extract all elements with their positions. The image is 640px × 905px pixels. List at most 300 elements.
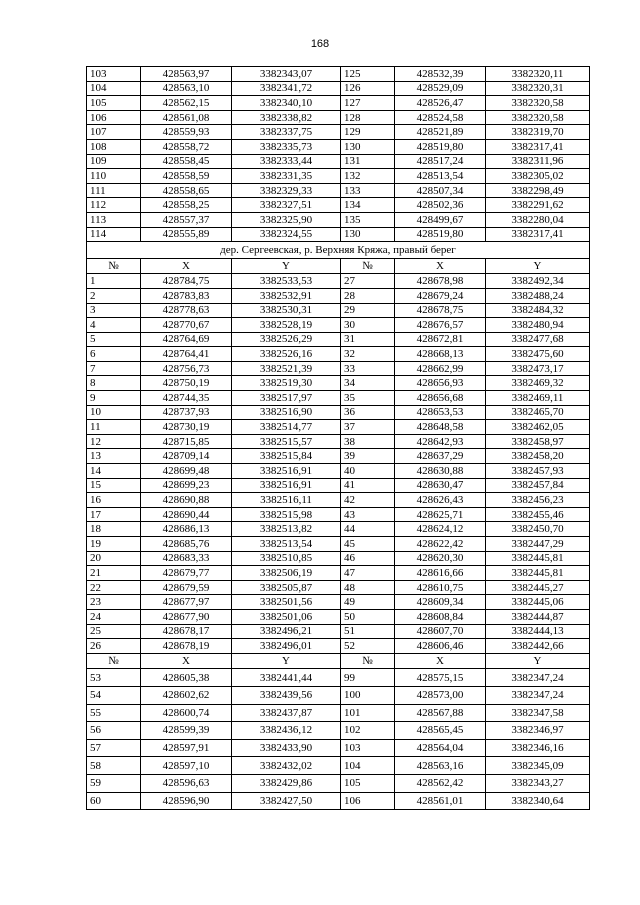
x-coordinate-cell: 428596,63 xyxy=(141,774,232,792)
section-title-row xyxy=(87,242,590,259)
table-row xyxy=(87,81,590,96)
table-row xyxy=(87,96,590,111)
y-coordinate-cell: 3382445,06 xyxy=(486,595,590,610)
y-coordinate-cell: 3382526,16 xyxy=(232,347,341,362)
x-coordinate-cell: 428642,93 xyxy=(395,434,486,449)
point-number-cell: 104 xyxy=(87,81,141,96)
x-coordinate-cell: 428608,84 xyxy=(395,609,486,624)
table-row xyxy=(87,67,590,82)
x-coordinate-cell: 428750,19 xyxy=(141,376,232,391)
y-coordinate-cell: 3382496,21 xyxy=(232,624,341,639)
point-number-cell: 37 xyxy=(341,420,395,435)
point-number-cell: 35 xyxy=(341,391,395,406)
y-coordinate-cell: 3382346,97 xyxy=(486,722,590,740)
column-header: Y xyxy=(232,258,341,274)
point-number-cell: 14 xyxy=(87,464,141,479)
x-coordinate-cell: 428656,93 xyxy=(395,376,486,391)
y-coordinate-cell: 3382515,57 xyxy=(232,434,341,449)
point-number-cell: 127 xyxy=(341,96,395,111)
point-number-cell: 131 xyxy=(341,154,395,169)
x-coordinate-cell: 428558,45 xyxy=(141,154,232,169)
column-header: Y xyxy=(486,258,590,274)
point-number-cell: 100 xyxy=(341,686,395,704)
point-number-cell: 105 xyxy=(341,774,395,792)
table-row xyxy=(87,449,590,464)
point-number-cell: 51 xyxy=(341,624,395,639)
point-number-cell: 56 xyxy=(87,722,141,740)
x-coordinate-cell: 428620,30 xyxy=(395,551,486,566)
page-number: 168 xyxy=(310,38,330,50)
y-coordinate-cell: 3382445,27 xyxy=(486,580,590,595)
y-coordinate-cell: 3382496,01 xyxy=(232,639,341,654)
x-coordinate-cell: 428606,46 xyxy=(395,639,486,654)
point-number-cell: 103 xyxy=(87,67,141,82)
table-row xyxy=(87,125,590,140)
point-number-cell: 110 xyxy=(87,169,141,184)
y-coordinate-cell: 3382340,10 xyxy=(232,96,341,111)
y-coordinate-cell: 3382444,87 xyxy=(486,609,590,624)
y-coordinate-cell: 3382305,02 xyxy=(486,169,590,184)
y-coordinate-cell: 3382343,27 xyxy=(486,774,590,792)
point-number-cell: 103 xyxy=(341,739,395,757)
x-coordinate-cell: 428567,88 xyxy=(395,704,486,722)
x-coordinate-cell: 428690,44 xyxy=(141,507,232,522)
column-header: X xyxy=(395,258,486,274)
column-header: X xyxy=(395,653,486,669)
table-row xyxy=(87,332,590,347)
x-coordinate-cell: 428778,63 xyxy=(141,303,232,318)
y-coordinate-cell: 3382458,97 xyxy=(486,434,590,449)
x-coordinate-cell: 428507,34 xyxy=(395,183,486,198)
x-coordinate-cell: 428599,39 xyxy=(141,722,232,740)
x-coordinate-cell: 428519,80 xyxy=(395,227,486,242)
column-header: X xyxy=(141,653,232,669)
section-title: дер. Сергеевская, р. Верхняя Кряжа, правый берег xyxy=(87,242,590,259)
y-coordinate-cell: 3382465,70 xyxy=(486,405,590,420)
point-number-cell: 22 xyxy=(87,580,141,595)
point-number-cell: 52 xyxy=(341,639,395,654)
y-coordinate-cell: 3382462,05 xyxy=(486,420,590,435)
y-coordinate-cell: 3382337,75 xyxy=(232,125,341,140)
x-coordinate-cell: 428597,91 xyxy=(141,739,232,757)
table-header-row xyxy=(87,258,590,274)
y-coordinate-cell: 3382437,87 xyxy=(232,704,341,722)
x-coordinate-cell: 428677,90 xyxy=(141,609,232,624)
point-number-cell: 28 xyxy=(341,288,395,303)
point-number-cell: 99 xyxy=(341,669,395,687)
table-row xyxy=(87,434,590,449)
x-coordinate-cell: 428648,58 xyxy=(395,420,486,435)
point-number-cell: 17 xyxy=(87,507,141,522)
x-coordinate-cell: 428575,15 xyxy=(395,669,486,687)
y-coordinate-cell: 3382501,06 xyxy=(232,609,341,624)
table-row xyxy=(87,169,590,184)
x-coordinate-cell: 428513,54 xyxy=(395,169,486,184)
coordinates-table xyxy=(86,66,590,810)
column-header: № xyxy=(87,653,141,669)
point-number-cell: 4 xyxy=(87,318,141,333)
x-coordinate-cell: 428596,90 xyxy=(141,792,232,810)
y-coordinate-cell: 3382519,30 xyxy=(232,376,341,391)
point-number-cell: 34 xyxy=(341,376,395,391)
y-coordinate-cell: 3382324,55 xyxy=(232,227,341,242)
table-row xyxy=(87,537,590,552)
point-number-cell: 126 xyxy=(341,81,395,96)
point-number-cell: 29 xyxy=(341,303,395,318)
x-coordinate-cell: 428679,59 xyxy=(141,580,232,595)
x-coordinate-cell: 428607,70 xyxy=(395,624,486,639)
y-coordinate-cell: 3382458,20 xyxy=(486,449,590,464)
x-coordinate-cell: 428683,33 xyxy=(141,551,232,566)
point-number-cell: 130 xyxy=(341,227,395,242)
y-coordinate-cell: 3382477,68 xyxy=(486,332,590,347)
point-number-cell: 130 xyxy=(341,139,395,154)
x-coordinate-cell: 428672,81 xyxy=(395,332,486,347)
y-coordinate-cell: 3382320,58 xyxy=(486,96,590,111)
table-row xyxy=(87,420,590,435)
x-coordinate-cell: 428519,80 xyxy=(395,139,486,154)
x-coordinate-cell: 428558,72 xyxy=(141,139,232,154)
x-coordinate-cell: 428564,04 xyxy=(395,739,486,757)
point-number-cell: 47 xyxy=(341,566,395,581)
point-number-cell: 111 xyxy=(87,183,141,198)
column-header: № xyxy=(87,258,141,274)
point-number-cell: 132 xyxy=(341,169,395,184)
point-number-cell: 101 xyxy=(341,704,395,722)
table-row xyxy=(87,609,590,624)
x-coordinate-cell: 428699,48 xyxy=(141,464,232,479)
point-number-cell: 40 xyxy=(341,464,395,479)
y-coordinate-cell: 3382441,44 xyxy=(232,669,341,687)
point-number-cell: 1 xyxy=(87,274,141,289)
y-coordinate-cell: 3382347,24 xyxy=(486,686,590,704)
x-coordinate-cell: 428676,57 xyxy=(395,318,486,333)
x-coordinate-cell: 428609,34 xyxy=(395,595,486,610)
point-number-cell: 5 xyxy=(87,332,141,347)
table-row xyxy=(87,288,590,303)
x-coordinate-cell: 428715,85 xyxy=(141,434,232,449)
y-coordinate-cell: 3382335,73 xyxy=(232,139,341,154)
table-row xyxy=(87,551,590,566)
table-row xyxy=(87,580,590,595)
x-coordinate-cell: 428600,74 xyxy=(141,704,232,722)
point-number-cell: 6 xyxy=(87,347,141,362)
table-row xyxy=(87,139,590,154)
point-number-cell: 32 xyxy=(341,347,395,362)
table-row xyxy=(87,792,590,810)
point-number-cell: 129 xyxy=(341,125,395,140)
point-number-cell: 105 xyxy=(87,96,141,111)
y-coordinate-cell: 3382484,32 xyxy=(486,303,590,318)
column-header: X xyxy=(141,258,232,274)
point-number-cell: 125 xyxy=(341,67,395,82)
y-coordinate-cell: 3382473,17 xyxy=(486,361,590,376)
x-coordinate-cell: 428784,75 xyxy=(141,274,232,289)
x-coordinate-cell: 428616,66 xyxy=(395,566,486,581)
table-row xyxy=(87,669,590,687)
point-number-cell: 19 xyxy=(87,537,141,552)
x-coordinate-cell: 428685,76 xyxy=(141,537,232,552)
column-header: Y xyxy=(232,653,341,669)
y-coordinate-cell: 3382445,81 xyxy=(486,551,590,566)
x-coordinate-cell: 428558,65 xyxy=(141,183,232,198)
x-coordinate-cell: 428559,93 xyxy=(141,125,232,140)
y-coordinate-cell: 3382533,53 xyxy=(232,274,341,289)
table-row xyxy=(87,347,590,362)
point-number-cell: 26 xyxy=(87,639,141,654)
x-coordinate-cell: 428602,62 xyxy=(141,686,232,704)
y-coordinate-cell: 3382311,96 xyxy=(486,154,590,169)
x-coordinate-cell: 428502,36 xyxy=(395,198,486,213)
table-row xyxy=(87,227,590,242)
y-coordinate-cell: 3382445,81 xyxy=(486,566,590,581)
x-coordinate-cell: 428630,47 xyxy=(395,478,486,493)
x-coordinate-cell: 428558,25 xyxy=(141,198,232,213)
y-coordinate-cell: 3382325,90 xyxy=(232,212,341,227)
point-number-cell: 135 xyxy=(341,212,395,227)
point-number-cell: 109 xyxy=(87,154,141,169)
x-coordinate-cell: 428517,24 xyxy=(395,154,486,169)
y-coordinate-cell: 3382516,91 xyxy=(232,464,341,479)
y-coordinate-cell: 3382475,60 xyxy=(486,347,590,362)
y-coordinate-cell: 3382444,13 xyxy=(486,624,590,639)
y-coordinate-cell: 3382457,84 xyxy=(486,478,590,493)
y-coordinate-cell: 3382433,90 xyxy=(232,739,341,757)
y-coordinate-cell: 3382320,58 xyxy=(486,110,590,125)
y-coordinate-cell: 3382469,32 xyxy=(486,376,590,391)
x-coordinate-cell: 428770,67 xyxy=(141,318,232,333)
y-coordinate-cell: 3382447,29 xyxy=(486,537,590,552)
y-coordinate-cell: 3382280,04 xyxy=(486,212,590,227)
point-number-cell: 55 xyxy=(87,704,141,722)
table-row xyxy=(87,722,590,740)
x-coordinate-cell: 428630,88 xyxy=(395,464,486,479)
table-row xyxy=(87,376,590,391)
point-number-cell: 23 xyxy=(87,595,141,610)
x-coordinate-cell: 428529,09 xyxy=(395,81,486,96)
point-number-cell: 20 xyxy=(87,551,141,566)
point-number-cell: 9 xyxy=(87,391,141,406)
column-header: № xyxy=(341,653,395,669)
point-number-cell: 33 xyxy=(341,361,395,376)
x-coordinate-cell: 428573,00 xyxy=(395,686,486,704)
table-row xyxy=(87,183,590,198)
point-number-cell: 7 xyxy=(87,361,141,376)
y-coordinate-cell: 3382506,19 xyxy=(232,566,341,581)
x-coordinate-cell: 428662,99 xyxy=(395,361,486,376)
x-coordinate-cell: 428764,41 xyxy=(141,347,232,362)
point-number-cell: 30 xyxy=(341,318,395,333)
point-number-cell: 49 xyxy=(341,595,395,610)
table-row xyxy=(87,739,590,757)
point-number-cell: 27 xyxy=(341,274,395,289)
point-number-cell: 106 xyxy=(87,110,141,125)
table-row xyxy=(87,774,590,792)
x-coordinate-cell: 428558,59 xyxy=(141,169,232,184)
point-number-cell: 3 xyxy=(87,303,141,318)
point-number-cell: 106 xyxy=(341,792,395,810)
y-coordinate-cell: 3382333,44 xyxy=(232,154,341,169)
y-coordinate-cell: 3382516,11 xyxy=(232,493,341,508)
point-number-cell: 50 xyxy=(341,609,395,624)
table-row xyxy=(87,274,590,289)
y-coordinate-cell: 3382456,23 xyxy=(486,493,590,508)
y-coordinate-cell: 3382521,39 xyxy=(232,361,341,376)
x-coordinate-cell: 428499,67 xyxy=(395,212,486,227)
table-row xyxy=(87,303,590,318)
x-coordinate-cell: 428677,97 xyxy=(141,595,232,610)
point-number-cell: 102 xyxy=(341,722,395,740)
x-coordinate-cell: 428610,75 xyxy=(395,580,486,595)
point-number-cell: 57 xyxy=(87,739,141,757)
x-coordinate-cell: 428679,77 xyxy=(141,566,232,581)
point-number-cell: 107 xyxy=(87,125,141,140)
table-row xyxy=(87,522,590,537)
table-row xyxy=(87,212,590,227)
y-coordinate-cell: 3382340,64 xyxy=(486,792,590,810)
y-coordinate-cell: 3382515,84 xyxy=(232,449,341,464)
point-number-cell: 16 xyxy=(87,493,141,508)
y-coordinate-cell: 3382515,98 xyxy=(232,507,341,522)
x-coordinate-cell: 428597,10 xyxy=(141,757,232,775)
y-coordinate-cell: 3382320,31 xyxy=(486,81,590,96)
table-row xyxy=(87,391,590,406)
table-row xyxy=(87,757,590,775)
y-coordinate-cell: 3382338,82 xyxy=(232,110,341,125)
point-number-cell: 10 xyxy=(87,405,141,420)
point-number-cell: 59 xyxy=(87,774,141,792)
y-coordinate-cell: 3382439,56 xyxy=(232,686,341,704)
point-number-cell: 60 xyxy=(87,792,141,810)
y-coordinate-cell: 3382505,87 xyxy=(232,580,341,595)
table-header-row xyxy=(87,653,590,669)
point-number-cell: 18 xyxy=(87,522,141,537)
x-coordinate-cell: 428561,08 xyxy=(141,110,232,125)
x-coordinate-cell: 428524,58 xyxy=(395,110,486,125)
x-coordinate-cell: 428668,13 xyxy=(395,347,486,362)
y-coordinate-cell: 3382488,24 xyxy=(486,288,590,303)
y-coordinate-cell: 3382450,70 xyxy=(486,522,590,537)
x-coordinate-cell: 428637,29 xyxy=(395,449,486,464)
point-number-cell: 114 xyxy=(87,227,141,242)
x-coordinate-cell: 428526,47 xyxy=(395,96,486,111)
x-coordinate-cell: 428678,17 xyxy=(141,624,232,639)
y-coordinate-cell: 3382331,35 xyxy=(232,169,341,184)
point-number-cell: 38 xyxy=(341,434,395,449)
point-number-cell: 104 xyxy=(341,757,395,775)
y-coordinate-cell: 3382510,85 xyxy=(232,551,341,566)
point-number-cell: 11 xyxy=(87,420,141,435)
table-row xyxy=(87,686,590,704)
y-coordinate-cell: 3382528,19 xyxy=(232,318,341,333)
y-coordinate-cell: 3382429,86 xyxy=(232,774,341,792)
x-coordinate-cell: 428625,71 xyxy=(395,507,486,522)
x-coordinate-cell: 428563,10 xyxy=(141,81,232,96)
x-coordinate-cell: 428756,73 xyxy=(141,361,232,376)
y-coordinate-cell: 3382517,97 xyxy=(232,391,341,406)
x-coordinate-cell: 428561,01 xyxy=(395,792,486,810)
y-coordinate-cell: 3382298,49 xyxy=(486,183,590,198)
point-number-cell: 36 xyxy=(341,405,395,420)
point-number-cell: 113 xyxy=(87,212,141,227)
y-coordinate-cell: 3382346,16 xyxy=(486,739,590,757)
x-coordinate-cell: 428622,42 xyxy=(395,537,486,552)
y-coordinate-cell: 3382327,51 xyxy=(232,198,341,213)
point-number-cell: 44 xyxy=(341,522,395,537)
x-coordinate-cell: 428686,13 xyxy=(141,522,232,537)
y-coordinate-cell: 3382329,33 xyxy=(232,183,341,198)
x-coordinate-cell: 428783,83 xyxy=(141,288,232,303)
x-coordinate-cell: 428562,15 xyxy=(141,96,232,111)
table-row xyxy=(87,464,590,479)
x-coordinate-cell: 428563,16 xyxy=(395,757,486,775)
y-coordinate-cell: 3382347,58 xyxy=(486,704,590,722)
point-number-cell: 42 xyxy=(341,493,395,508)
table-row xyxy=(87,110,590,125)
point-number-cell: 39 xyxy=(341,449,395,464)
point-number-cell: 24 xyxy=(87,609,141,624)
table-row xyxy=(87,639,590,654)
point-number-cell: 15 xyxy=(87,478,141,493)
table-row xyxy=(87,361,590,376)
y-coordinate-cell: 3382516,90 xyxy=(232,405,341,420)
x-coordinate-cell: 428565,45 xyxy=(395,722,486,740)
y-coordinate-cell: 3382530,31 xyxy=(232,303,341,318)
column-header: Y xyxy=(486,653,590,669)
x-coordinate-cell: 428626,43 xyxy=(395,493,486,508)
point-number-cell: 133 xyxy=(341,183,395,198)
y-coordinate-cell: 3382343,07 xyxy=(232,67,341,82)
y-coordinate-cell: 3382345,09 xyxy=(486,757,590,775)
y-coordinate-cell: 3382457,93 xyxy=(486,464,590,479)
table-row xyxy=(87,154,590,169)
table-row xyxy=(87,566,590,581)
point-number-cell: 25 xyxy=(87,624,141,639)
y-coordinate-cell: 3382516,91 xyxy=(232,478,341,493)
x-coordinate-cell: 428737,93 xyxy=(141,405,232,420)
y-coordinate-cell: 3382319,70 xyxy=(486,125,590,140)
x-coordinate-cell: 428678,75 xyxy=(395,303,486,318)
x-coordinate-cell: 428678,19 xyxy=(141,639,232,654)
point-number-cell: 46 xyxy=(341,551,395,566)
y-coordinate-cell: 3382532,91 xyxy=(232,288,341,303)
y-coordinate-cell: 3382436,12 xyxy=(232,722,341,740)
table-row xyxy=(87,493,590,508)
y-coordinate-cell: 3382432,02 xyxy=(232,757,341,775)
y-coordinate-cell: 3382501,56 xyxy=(232,595,341,610)
point-number-cell: 134 xyxy=(341,198,395,213)
point-number-cell: 13 xyxy=(87,449,141,464)
y-coordinate-cell: 3382480,94 xyxy=(486,318,590,333)
point-number-cell: 53 xyxy=(87,669,141,687)
point-number-cell: 43 xyxy=(341,507,395,522)
x-coordinate-cell: 428605,38 xyxy=(141,669,232,687)
table-row xyxy=(87,704,590,722)
point-number-cell: 8 xyxy=(87,376,141,391)
table-row xyxy=(87,507,590,522)
table-row xyxy=(87,595,590,610)
y-coordinate-cell: 3382317,41 xyxy=(486,139,590,154)
x-coordinate-cell: 428744,35 xyxy=(141,391,232,406)
y-coordinate-cell: 3382469,11 xyxy=(486,391,590,406)
y-coordinate-cell: 3382513,82 xyxy=(232,522,341,537)
point-number-cell: 41 xyxy=(341,478,395,493)
x-coordinate-cell: 428690,88 xyxy=(141,493,232,508)
x-coordinate-cell: 428656,68 xyxy=(395,391,486,406)
column-header: № xyxy=(341,258,395,274)
x-coordinate-cell: 428764,69 xyxy=(141,332,232,347)
table-row xyxy=(87,405,590,420)
